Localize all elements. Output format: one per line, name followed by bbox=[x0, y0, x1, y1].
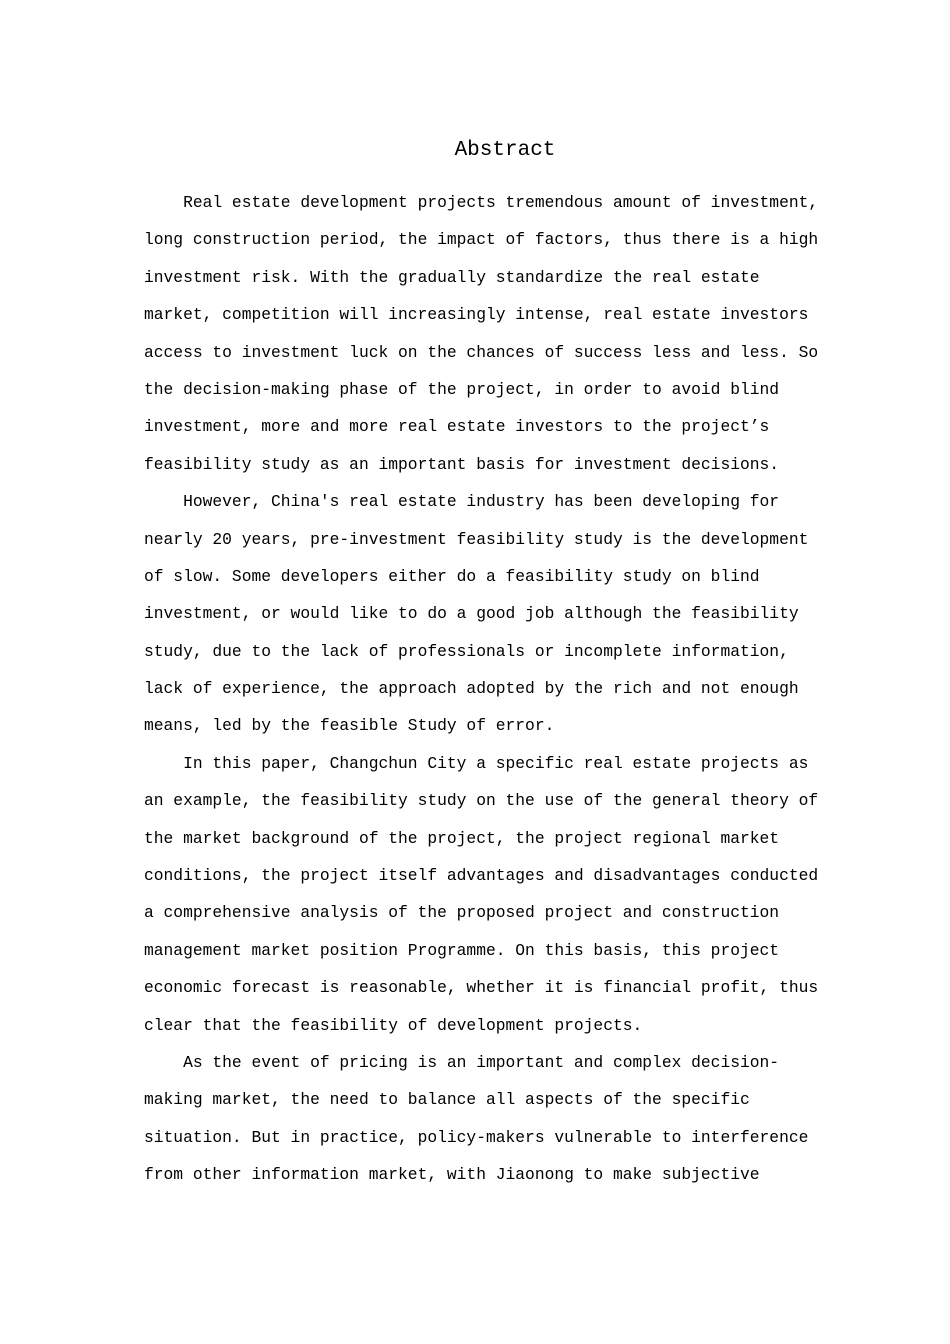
text-line: the decision-making phase of the project, in order to avoid blind bbox=[144, 379, 780, 399]
text-line: investment, more and more real estate investors to the project’s bbox=[144, 417, 770, 437]
text-line: making market, the need to balance all aspects of the specific bbox=[144, 1090, 750, 1110]
text-line: from other information market, with Jiaonong to make subjective bbox=[144, 1165, 760, 1185]
text-line: lack of experience, the approach adopted by the rich and not enough bbox=[144, 679, 799, 699]
text-line: However, China's real estate industry has been developing for bbox=[144, 492, 780, 512]
text-line: economic forecast is reasonable, whether it is financial profit, thus bbox=[144, 978, 819, 998]
text-line: market, competition will increasingly intense, real estate investors bbox=[144, 305, 809, 325]
text-line: study, due to the lack of professionals or incomplete information, bbox=[144, 641, 789, 661]
text-line: In this paper, Changchun City a specific real estate projects as bbox=[144, 753, 809, 773]
text-line: management market position Programme. On this basis, this project bbox=[144, 940, 780, 960]
text-line: means, led by the feasible Study of error. bbox=[144, 716, 555, 736]
page-title: Abstract bbox=[454, 139, 556, 162]
text-line: investment, or would like to do a good job although the feasibility bbox=[144, 604, 799, 624]
text-line: situation. But in practice, policy-makers vulnerable to interference bbox=[144, 1127, 809, 1147]
text-line: clear that the feasibility of development projects. bbox=[144, 1015, 643, 1035]
text-line: access to investment luck on the chances of success less and less. So bbox=[144, 342, 819, 362]
text-line: nearly 20 years, pre-investment feasibility study is the development bbox=[144, 529, 809, 549]
text-line: feasibility study as an important basis for investment decisions. bbox=[144, 454, 780, 474]
text-line: the market background of the project, the project regional market bbox=[144, 828, 780, 848]
text-line: an example, the feasibility study on the use of the general theory of bbox=[144, 791, 819, 811]
text-line: Real estate development projects tremendous amount of investment, bbox=[144, 193, 819, 212]
text-line: As the event of pricing is an important and complex decision- bbox=[144, 1052, 780, 1072]
text-line: a comprehensive analysis of the proposed project and construction bbox=[144, 903, 780, 923]
text-line: of slow. Some developers either do a feasibility study on blind bbox=[144, 566, 760, 586]
text-line: conditions, the project itself advantages and disadvantages conducted bbox=[144, 866, 819, 886]
text-line: long construction period, the impact of factors, thus there is a high bbox=[144, 230, 819, 250]
abstract-body bbox=[144, 184, 824, 1194]
text-line: investment risk. With the gradually standardize the real estate bbox=[144, 267, 760, 287]
